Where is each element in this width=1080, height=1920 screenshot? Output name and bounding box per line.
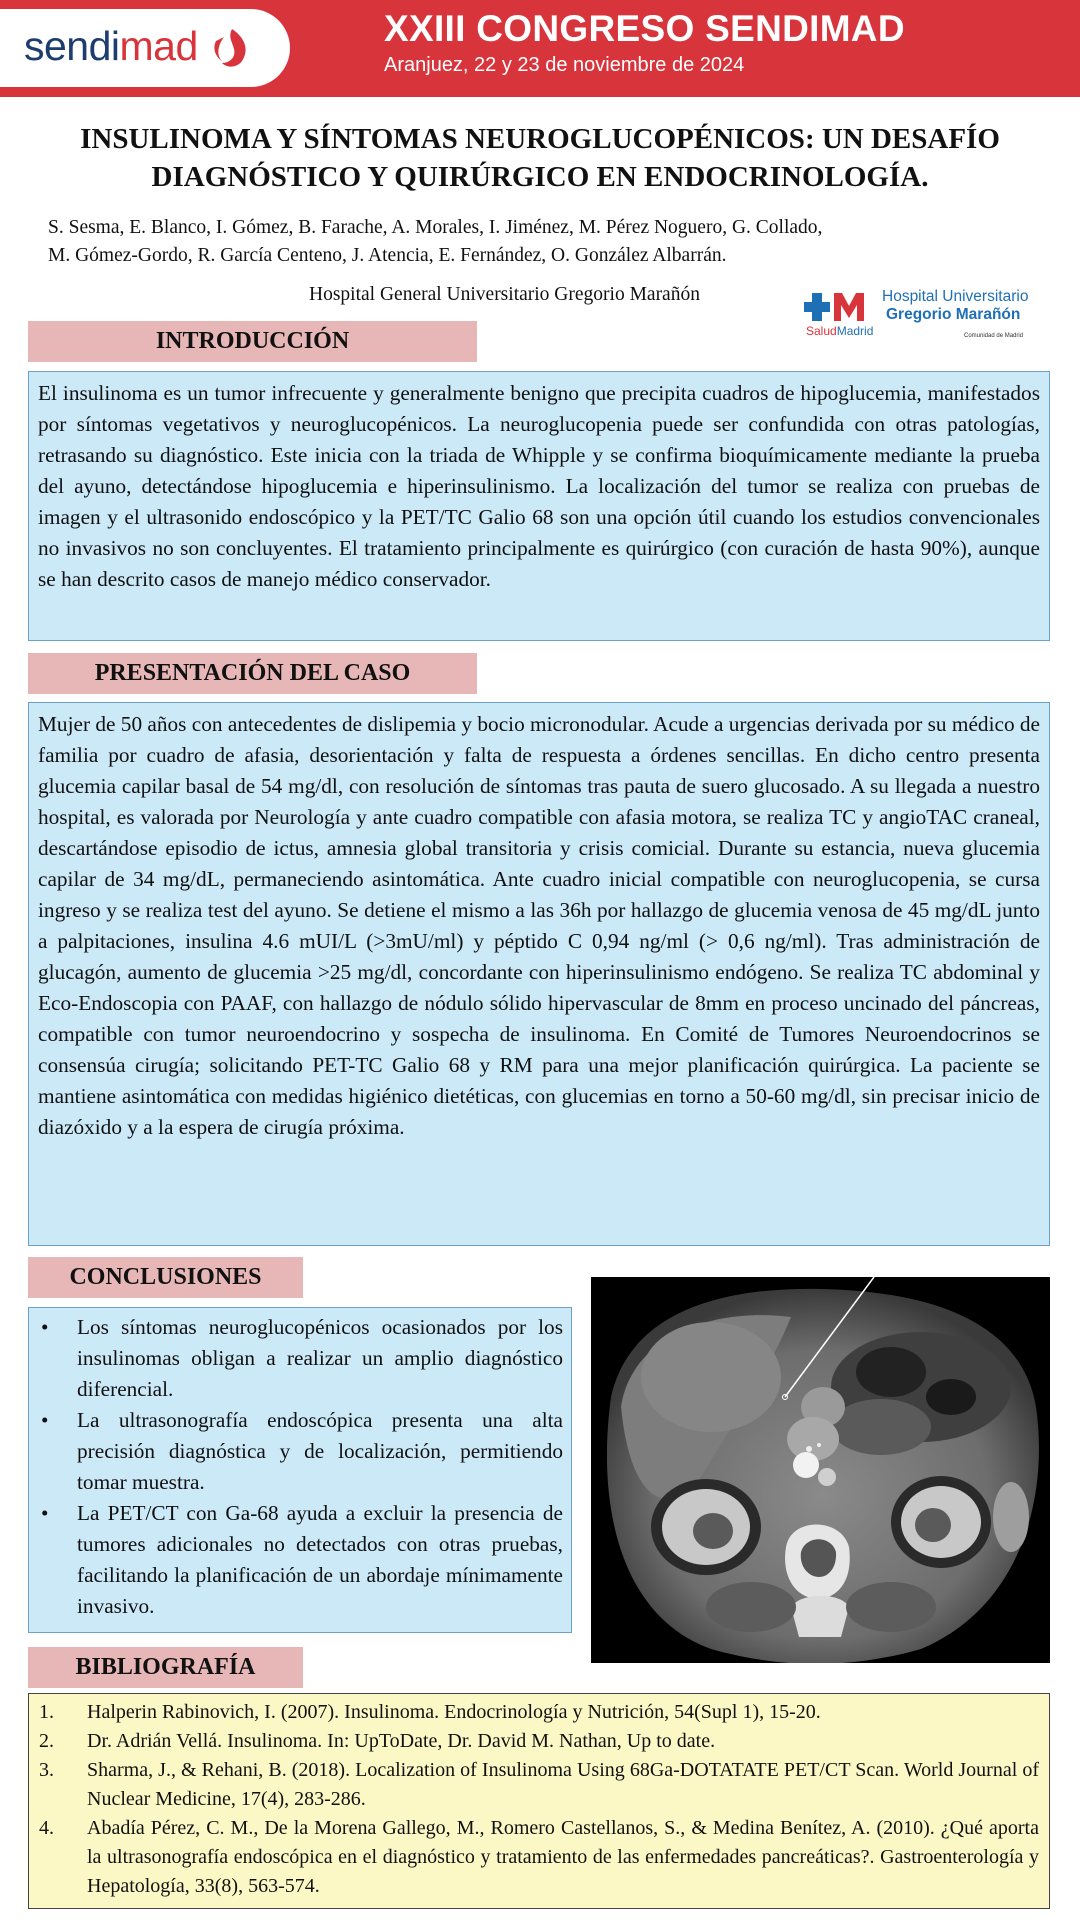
authors-line-1: S. Sesma, E. Blanco, I. Gómez, B. Farache, A. Morales, I. Jiménez, M. Pérez Noguero, G. Collado, — [48, 217, 823, 238]
ct-scan-image — [591, 1277, 1050, 1663]
bibliography-item — [35, 1698, 1039, 1727]
bibliography-text: Dr. Adrián Vellá. Insulinoma. In: UpToDate, Dr. David M. Nathan, Up to date. — [87, 1730, 716, 1752]
intro-heading: INTRODUCCIÓN — [28, 321, 477, 362]
bibliography-list — [35, 1698, 1039, 1901]
hospital-affiliation: Hospital General Universitario Gregorio Marañón — [309, 284, 700, 305]
conclusion-item: • Los síntomas neuroglucopénicos ocasionados por los insulinomas obligan a realizar un amplio diagnóstico diferencial. — [35, 1312, 563, 1405]
bibliography-item — [35, 1727, 1039, 1756]
bibliography-item — [35, 1814, 1039, 1901]
ct-scan-graphic — [591, 1277, 1050, 1663]
header-banner — [0, 0, 1080, 97]
bibliography-number: 2. — [39, 1730, 54, 1752]
conclusions-box — [28, 1307, 572, 1633]
bibliography-text: Sharma, J., & Rehani, B. (2018). Localization of Insulinoma Using 68Ga-DOTATATE PET/CT Scan. World Journal of Nuclear Medicine, 17(4), 283-286. — [87, 1759, 1039, 1810]
sendimad-logo-text: sendimad — [24, 23, 198, 69]
conclusion-item: • La PET/CT con Ga-68 ayuda a excluir la presencia de tumores adicionales no detectados con otras pruebas, facilitando la planificación de un abordaje mínimamente invasivo. — [35, 1498, 563, 1622]
conclusions-heading: CONCLUSIONES — [28, 1257, 303, 1298]
authors — [48, 214, 1038, 270]
intro-text: El insulinoma es un tumor infrecuente y generalmente benigno que precipita cuadros de hipoglucemia, manifestados por síntomas vegetativos y neuroglucopénicos. La neuroglucopenia puede ser confundida con otras patologías, retrasando su diagnóstico. Este inicia con la triada de Whipple y se confirma bioquímicamente mediante la prueba del ayuno, detectándose hipoglucemia e hiperinsulinismo. La localización del tumor se realiza con pruebas de imagen y el ultrasonido endoscópico y la PET/TC Galio 68 son una opción útil cuando los estudios convencionales no invasivos no son concluyentes. El tratamiento principalmente es quirúrgico (con curación de hasta 90%), aunque se han descrito casos de manejo médico conservador. — [38, 381, 1040, 591]
bibliography-item — [35, 1756, 1039, 1814]
hospital-logo — [804, 288, 1044, 344]
hospital-m-icon — [804, 290, 878, 324]
case-heading: PRESENTACIÓN DEL CASO — [28, 653, 477, 694]
case-box — [28, 702, 1050, 1246]
bibliography-number: 3. — [39, 1759, 54, 1781]
hospital-logo-line-2: Gregorio Marañón — [886, 306, 1021, 323]
poster-title — [20, 120, 1060, 196]
bibliography-box — [28, 1693, 1050, 1909]
title-line-2: DIAGNÓSTICO Y QUIRÚRGICO EN ENDOCRINOLOGÍA. — [151, 161, 929, 193]
bibliography-number: 4. — [39, 1817, 54, 1839]
sendimad-logo — [0, 9, 290, 87]
salud-madrid-label: SaludMadrid — [806, 324, 874, 338]
conclusions-list — [35, 1312, 563, 1622]
bibliography-heading: BIBLIOGRAFÍA — [28, 1647, 303, 1688]
bibliography-number: 1. — [39, 1701, 54, 1723]
intro-box — [28, 371, 1050, 641]
title-line-1: INSULINOMA Y SÍNTOMAS NEUROGLUCOPÉNICOS: UN DESAFÍO — [80, 123, 1000, 155]
bibliography-text: Halperin Rabinovich, I. (2007). Insulinoma. Endocrinología y Nutrición, 54(Supl 1), 15-20. — [87, 1701, 821, 1723]
case-text: Mujer de 50 años con antecedentes de dislipemia y bocio micronodular. Acude a urgencias derivada por su médico de familia por cuadro de afasia, desorientación y falta de respuesta a órdenes sencillas. En dicho centro presenta glucemia capilar basal de 54 mg/dl, con resolución de síntomas tras pauta de suero glucosado. A su llegada a nuestro hospital, es valorada por Neurología y ante cuadro compatible con afasia motora, se realiza TC y angioTAC craneal, descartándose episodio de ictus, amnesia global transitoria y crisis comicial. Durante su estancia, nueva glucemia capilar de 34 mg/dL, permaneciendo asintomática. Ante cuadro inicial compatible con neuroglucopenia, se cursa ingreso y se realiza test del ayuno. Se detiene el mismo a las 36h por hallazgo de glucemia venosa de 45 mg/dL junto a palpitaciones, insulina 4.6 mUI/L (>3mU/ml) y péptido C 0,94 ng/ml (> 0,6 ng/ml). Tras administración de glucagón, aumento de glucemia >25 mg/dl, concordante con hiperinsulinismo endógeno. Se realiza TC abdominal y Eco-Endoscopia con PAAF, con hallazgo de nódulo sólido hipervascular de 8mm en proceso uncinado del páncreas, compatible con tumor neuroendocrino y sospecha de insulinoma. En Comité de Tumores Neuroendocrinos se consensúa cirugía; solicitando PET-TC Galio 68 y RM para una mejor planificación quirúrgica. La paciente se mantiene asintomática con medidas higiénico dietéticas, con glucemias en torno a 50-60 mg/dl, sin precisar inicio de diazóxido y a la espera de cirugía próxima. — [38, 712, 1041, 1139]
authors-line-2: M. Gómez-Gordo, R. García Centeno, J. Atencia, E. Fernández, O. González Albarrán. — [48, 245, 727, 266]
congress-title: XXIII CONGRESO SENDIMAD — [384, 8, 905, 49]
hospital-logo-line-1: Hospital Universitario — [882, 288, 1029, 305]
flame-icon — [210, 27, 254, 71]
comunidad-madrid-label: Comunidad de Madrid — [964, 333, 1024, 339]
conclusion-item: • La ultrasonografía endoscópica presenta una alta precisión diagnóstica y de localización, permitiendo tomar muestra. — [35, 1405, 563, 1498]
bibliography-text: Abadía Pérez, C. M., De la Morena Gallego, M., Romero Castellanos, S., & Medina Benítez, A. (2010). ¿Qué aporta la ultrasonografía endoscópica en el diagnóstico y tratamiento de las enfermedades pancreáticas?. Gastroenterología y Hepatología, 33(8), 563-574. — [87, 1817, 1039, 1897]
congress-subtitle: Aranjuez, 22 y 23 de noviembre de 2024 — [384, 54, 745, 76]
